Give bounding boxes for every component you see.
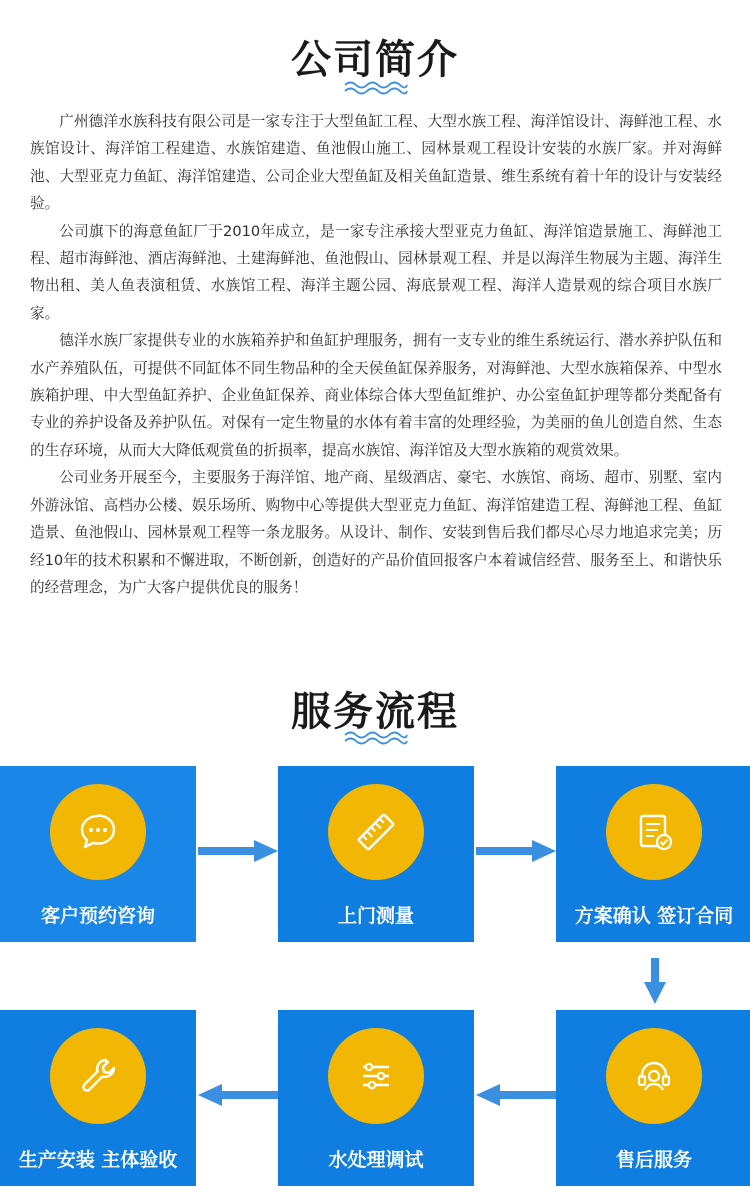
arrow-right-icon	[198, 840, 278, 862]
process-title: 服务流程	[291, 689, 459, 735]
process-step-after-sales	[556, 1010, 750, 1186]
sliders-icon	[354, 1054, 398, 1098]
headset-icon	[632, 1054, 676, 1098]
contract-check-icon	[632, 810, 676, 854]
step-label: 水处理调试	[328, 1149, 424, 1171]
chat-bubble-icon	[76, 810, 120, 854]
icon-circle	[606, 1028, 702, 1124]
about-paragraph: 公司旗下的海意鱼缸厂于2010年成立，是一家专注承接大型亚克力鱼缸、海洋馆造景施工、海鲜池工程、超市海鲜池、酒店海鲜池、土建海鲜池、鱼池假山、园林景观工程、并是以海洋生物展为主题、海洋生物出租、美人鱼表演租赁、水族馆工程、海洋主题公园、海底景观工程、海洋人造景观的综合项目水族厂家。	[30, 222, 722, 322]
arrow-right-icon	[476, 840, 556, 862]
wrench-icon	[76, 1054, 120, 1098]
arrow-left-icon	[476, 1084, 556, 1106]
step-label: 生产安装 主体验收	[18, 1149, 178, 1171]
process-step-consult	[0, 766, 196, 942]
step-label: 售后服务	[615, 1149, 692, 1171]
about-paragraph: 德洋水族厂家提供专业的水族箱养护和鱼缸护理服务，拥有一支专业的维生系统运行、潜水养护队伍和水产养殖队伍，可提供不同缸体不同生物品种的全天侯鱼缸保养服务，对海鲜池、大型水族箱保养、中型水族箱护理、中大型鱼缸养护、企业鱼缸保养、商业体综合体大型鱼缸维护、办公室鱼缸护理等都分类配备有专业的养护设备及养护队伍。对保有一定生物量的水体有着丰富的处理经验，为美丽的鱼儿创造自然、生态的生存环境，从而大大降低观赏鱼的折损率，提高水族馆、海洋馆及大型水族箱的观赏效果。	[30, 332, 722, 459]
step-label: 上门测量	[337, 905, 414, 927]
step-label: 方案确认 签订合同	[574, 905, 734, 927]
about-paragraph: 公司业务开展至今，主要服务于海洋馆、地产商、星级酒店、豪宅、水族馆、商场、超市、别墅、室内外游泳馆、高档办公楼、娱乐场所、购物中心等提供大型亚克力鱼缸、海洋馆建造工程、海鲜池工程、鱼缸造景、鱼池假山、园林景观工程等一条龙服务。从设计、制作、安装到售后我们都尽心尽力地追求完美；历经10年的技术积累和不懈进取，不断创新，创造好的产品价值回报客户本着诚信经营、服务至上、和谐快乐的经营理念，为广大客户提供优良的服务！	[30, 469, 722, 596]
about-text	[30, 108, 722, 601]
icon-circle	[328, 1028, 424, 1124]
icon-circle	[606, 784, 702, 880]
wave-divider-icon	[343, 80, 409, 96]
arrow-left-icon	[198, 1084, 278, 1106]
about-paragraph: 广州德洋水族科技有限公司是一家专注于大型鱼缸工程、大型水族工程、海洋馆设计、海鲜池工程、水族馆设计、海洋馆工程建造、水族馆建造、鱼池假山施工、园林景观工程设计安装的水族厂家。并对海鲜池、大型亚克力鱼缸、海洋馆建造、公司企业大型鱼缸及相关鱼缸造景、维生系统有着十年的设计与安装经验。	[30, 113, 722, 213]
process-step-contract	[556, 766, 750, 942]
process-step-install	[0, 1010, 196, 1186]
process-step-measure	[278, 766, 474, 942]
process-step-water-treatment	[278, 1010, 474, 1186]
icon-circle	[50, 1028, 146, 1124]
about-title: 公司简介	[291, 37, 459, 83]
arrow-down-icon	[644, 958, 666, 1004]
icon-circle	[50, 784, 146, 880]
wave-divider-icon	[343, 730, 409, 746]
ruler-icon	[353, 809, 399, 855]
icon-circle	[328, 784, 424, 880]
step-label: 客户预约咨询	[40, 905, 155, 927]
